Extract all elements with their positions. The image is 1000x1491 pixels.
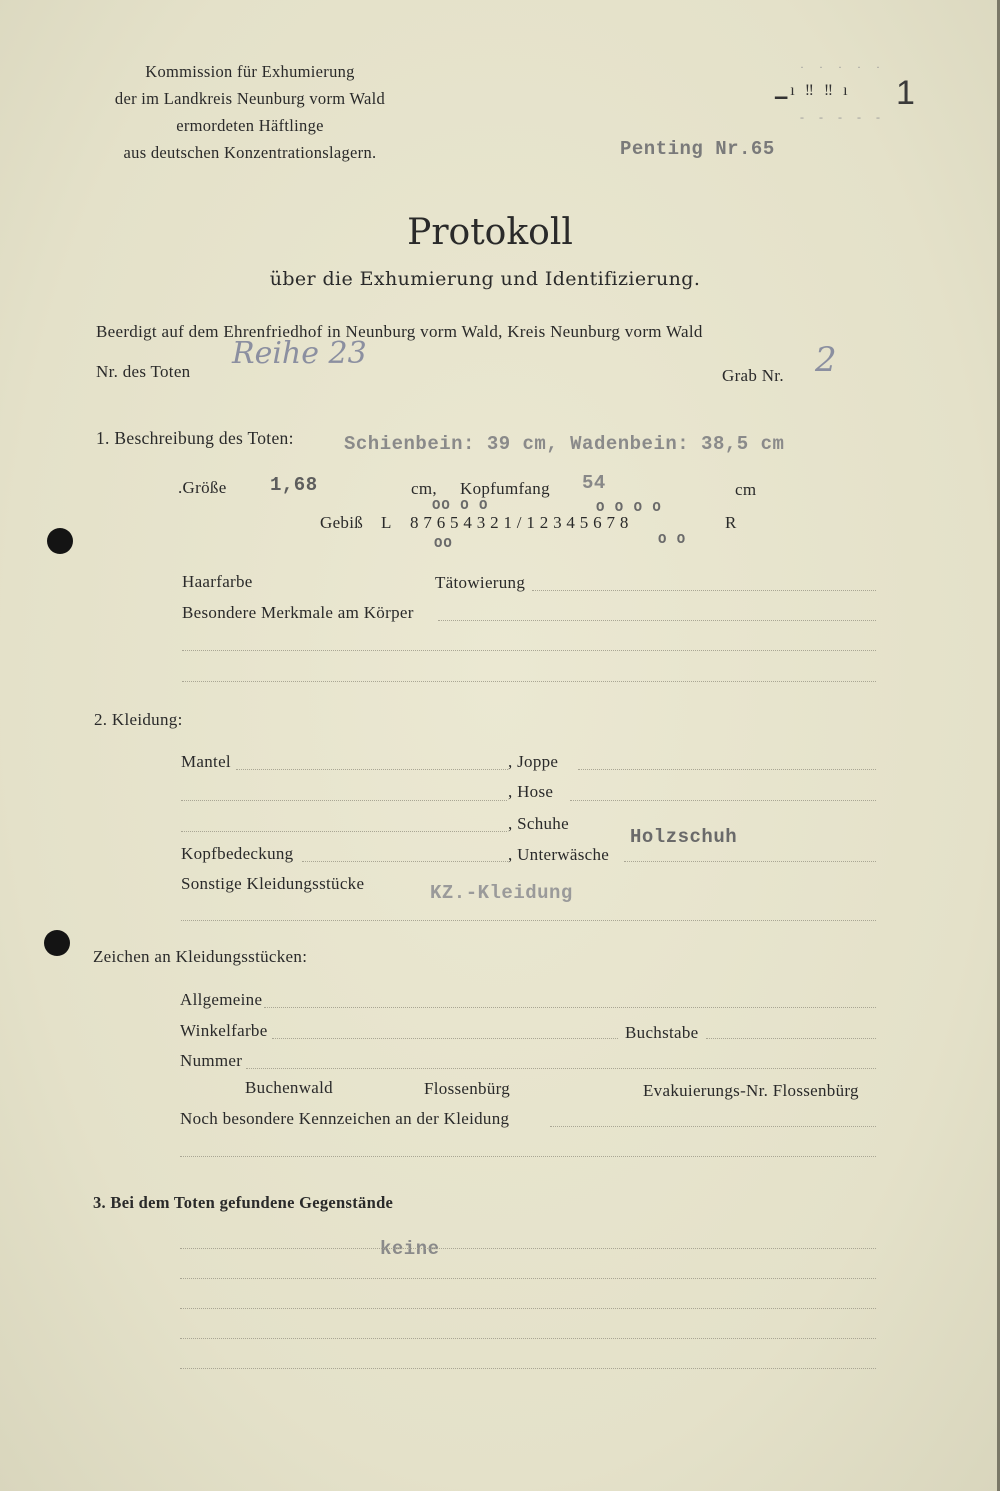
tattoo-line (532, 590, 876, 591)
number-line (246, 1068, 876, 1069)
other-marks-line-2 (180, 1156, 876, 1157)
commission-line: Kommission für Exhumierung (145, 62, 355, 81)
dead-number-label: Nr. des Toten (96, 362, 191, 381)
items-line-3 (180, 1308, 876, 1309)
flossenbuerg-label: Flossenbürg (424, 1079, 511, 1098)
items-found-value: keine (380, 1238, 440, 1260)
dead-number-value: Reihe 23 (232, 336, 367, 371)
head-circumference-value: 54 (582, 472, 606, 494)
section1-heading: 1. Beschreibung des Toten: (96, 428, 294, 448)
page-subtitle: über die Exhumierung und Identifizierung. (269, 268, 701, 290)
commission-header (80, 58, 420, 166)
bone-measurements: Schienbein: 39 cm, Wadenbein: 38,5 cm (344, 433, 785, 455)
dentition-left: L (381, 513, 392, 532)
coat-line (236, 769, 508, 770)
teeth-marks-upper: OO O O (432, 498, 489, 514)
commission-line: aus deutschen Konzentrationslagern. (123, 143, 377, 162)
trousers-label: , Hose (508, 782, 554, 801)
commission-line: ermordeten Häftlinge (176, 116, 324, 135)
dash-marks-top: · · · · · (800, 60, 886, 74)
dentition-right: R (725, 513, 737, 532)
items-line-5 (180, 1368, 876, 1369)
blank-line-2 (181, 831, 507, 832)
height-value: 1,68 (270, 474, 318, 496)
headwear-label: Kopfbedeckung (181, 844, 294, 863)
marks-heading: Zeichen an Kleidungsstücken: (93, 947, 308, 966)
height-label: .Größe (178, 478, 227, 497)
tattoo-label: Tätowierung (435, 573, 526, 592)
items-line-4 (180, 1338, 876, 1339)
jacket-label: , Joppe (508, 752, 559, 771)
letter-line (706, 1038, 876, 1039)
teeth-marks-upper-right: O O O O (596, 500, 662, 516)
dentition-label: Gebiß (320, 513, 364, 532)
letter-label: Buchstabe (625, 1023, 699, 1042)
height-unit: cm, (411, 479, 437, 498)
blank-line-1 (181, 800, 507, 801)
headwear-line (302, 861, 508, 862)
head-circumference-label: Kopfumfang (460, 479, 550, 498)
punch-hole-top (47, 528, 73, 554)
commission-line: der im Landkreis Neunburg vorm Wald (114, 89, 386, 108)
section3-heading: 3. Bei dem Toten gefundene Gegenstände (93, 1193, 394, 1212)
other-clothing-value: KZ.-Kleidung (430, 882, 573, 904)
items-line-1 (180, 1248, 876, 1249)
dentition-numbers: 8 7 6 5 4 3 2 1 / 1 2 3 4 5 6 7 8 (410, 513, 629, 532)
general-label: Allgemeine (180, 990, 263, 1009)
shoes-value: Holzschuh (630, 826, 738, 848)
burial-line: Beerdigt auf dem Ehrenfriedhof in Neunburg vorm Wald, Kreis Neunburg vorm Wald (96, 322, 703, 341)
triangle-color-label: Winkelfarbe (180, 1021, 268, 1040)
section2-heading: 2. Kleidung: (94, 710, 183, 729)
general-line (264, 1007, 876, 1008)
teeth-marks-lower: OO (434, 536, 453, 552)
body-marks-line (438, 620, 876, 621)
number-label: Nummer (180, 1051, 243, 1070)
head-circumference-unit: cm (735, 480, 757, 499)
evacuation-number-label: Evakuierungs-Nr. Flossenbürg (643, 1081, 859, 1100)
jacket-line (578, 769, 876, 770)
underwear-label: , Unterwäsche (508, 845, 610, 864)
body-marks-line-2 (182, 650, 876, 651)
teeth-marks-lower-right: O O (658, 532, 687, 548)
corner-number: 1 (896, 74, 915, 112)
other-clothing-label: Sonstige Kleidungsstücke (181, 874, 365, 893)
typed-reference: Penting Nr.65 (620, 138, 775, 160)
page-title: Protokoll (407, 212, 573, 253)
hair-color-label: Haarfarbe (182, 572, 253, 591)
underwear-line (624, 861, 876, 862)
other-marks-line (550, 1126, 876, 1127)
stamp-mark: ▁ı ‼ ‼ ı (775, 82, 851, 99)
dash-marks-bottom: - - - - - (800, 110, 886, 124)
other-marks-label: Noch besondere Kennzeichen an der Kleidung (180, 1109, 510, 1128)
body-marks-line-3 (182, 681, 876, 682)
buchenwald-label: Buchenwald (245, 1078, 333, 1097)
body-marks-label: Besondere Merkmale am Körper (182, 603, 414, 622)
coat-label: Mantel (181, 752, 231, 771)
grave-number-label: Grab Nr. (722, 366, 784, 385)
trousers-line (570, 800, 876, 801)
triangle-color-line (272, 1038, 618, 1039)
other-clothing-line (181, 920, 876, 921)
grave-number-value: 2 (815, 340, 837, 380)
punch-hole-bottom (44, 930, 70, 956)
items-line-2 (180, 1278, 876, 1279)
shoes-label: , Schuhe (508, 814, 569, 833)
